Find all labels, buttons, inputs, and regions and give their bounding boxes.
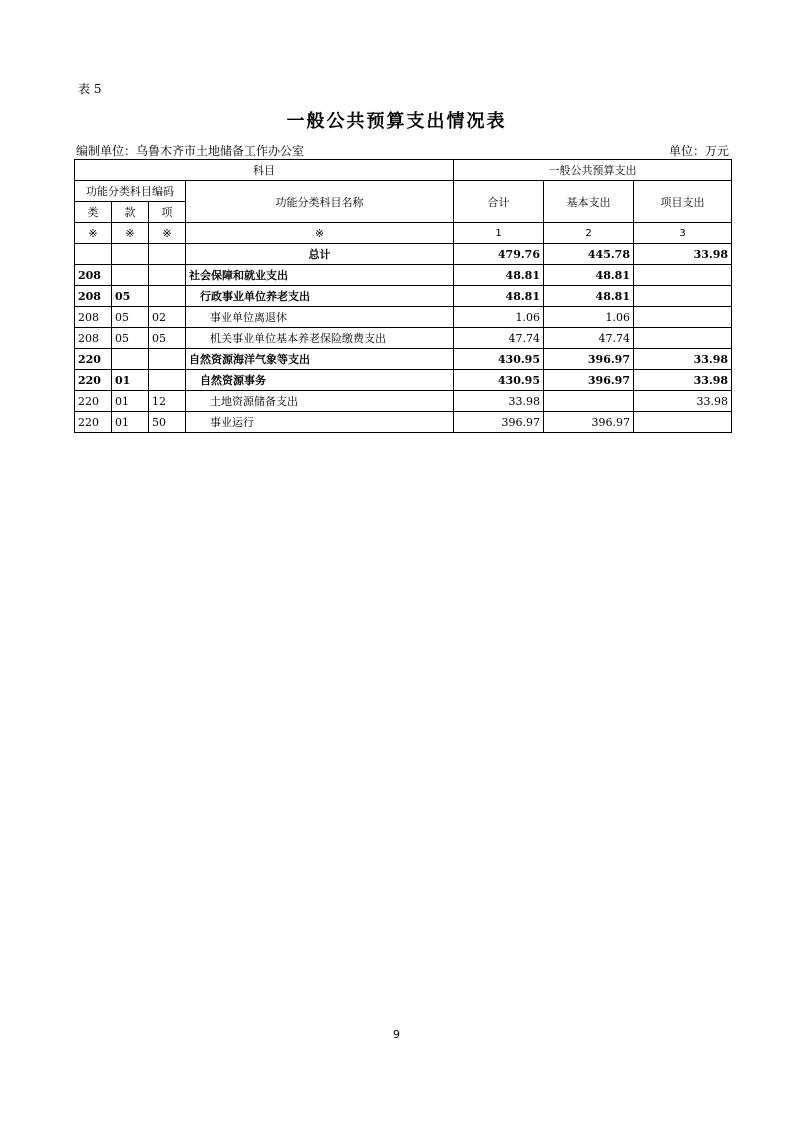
cell-name: 总计: [186, 244, 454, 265]
cell-name: 事业单位离退休: [186, 307, 454, 328]
page-title: 一般公共预算支出情况表: [286, 111, 507, 132]
cell-project: 33.98: [634, 349, 732, 370]
cell-total: 479.76: [454, 244, 544, 265]
cell-lei: 220: [75, 349, 112, 370]
cell-xiang: 02: [149, 307, 186, 328]
cell-lei: 208: [75, 265, 112, 286]
cell-lei: [75, 244, 112, 265]
cell-name: 自然资源事务: [186, 370, 454, 391]
cell-lei: 220: [75, 391, 112, 412]
cell-kuan: 05: [112, 286, 149, 307]
lei-header: 类: [75, 202, 112, 223]
table-number-label: 表 5: [78, 82, 102, 96]
cell-basic: 396.97: [544, 370, 634, 391]
mark-xiang: ※: [149, 223, 186, 244]
cell-name: 自然资源海洋气象等支出: [186, 349, 454, 370]
subject-header: 科目: [75, 160, 454, 181]
cell-name: 行政事业单位养老支出: [186, 286, 454, 307]
col-index-1: 1: [454, 223, 544, 244]
project-header: 项目支出: [634, 181, 732, 223]
table-row: [75, 328, 732, 349]
cell-kuan: 05: [112, 328, 149, 349]
cell-total: 33.98: [454, 391, 544, 412]
cell-basic: 48.81: [544, 265, 634, 286]
cell-xiang: [149, 286, 186, 307]
cell-total: 47.74: [454, 328, 544, 349]
table-row: [75, 370, 732, 391]
table-row: [75, 412, 732, 433]
kuan-header: 款: [112, 202, 149, 223]
cell-project: 33.98: [634, 244, 732, 265]
cell-xiang: 05: [149, 328, 186, 349]
cell-total: 48.81: [454, 286, 544, 307]
cell-project: 33.98: [634, 370, 732, 391]
table-row: [75, 391, 732, 412]
cell-xiang: [149, 244, 186, 265]
col-index-2: 2: [544, 223, 634, 244]
cell-name: 土地资源储备支出: [186, 391, 454, 412]
cell-xiang: [149, 349, 186, 370]
basic-header: 基本支出: [544, 181, 634, 223]
cell-basic: 396.97: [544, 349, 634, 370]
cell-xiang: [149, 265, 186, 286]
cell-name: 社会保障和就业支出: [186, 265, 454, 286]
budget-table: [74, 159, 732, 433]
cell-basic: 1.06: [544, 307, 634, 328]
cell-basic: [544, 391, 634, 412]
cell-xiang: [149, 370, 186, 391]
xiang-header: 项: [149, 202, 186, 223]
cell-project: [634, 265, 732, 286]
table-row: [75, 307, 732, 328]
cell-kuan: 01: [112, 370, 149, 391]
cell-lei: 220: [75, 412, 112, 433]
table-row: [75, 244, 732, 265]
cell-total: 430.95: [454, 349, 544, 370]
table-row: [75, 349, 732, 370]
cell-total: 1.06: [454, 307, 544, 328]
cell-project: [634, 307, 732, 328]
cell-xiang: 12: [149, 391, 186, 412]
organization-label: 编制单位：乌鲁木齐市土地储备工作办公室: [76, 144, 305, 158]
cell-lei: 220: [75, 370, 112, 391]
name-header: 功能分类科目名称: [186, 181, 454, 223]
cell-basic: 445.78: [544, 244, 634, 265]
table-row: [75, 265, 732, 286]
budget-header: 一般公共预算支出: [454, 160, 732, 181]
cell-basic: 47.74: [544, 328, 634, 349]
cell-kuan: 01: [112, 412, 149, 433]
cell-kuan: [112, 265, 149, 286]
mark-lei: ※: [75, 223, 112, 244]
table-row: [75, 286, 732, 307]
cell-kuan: 01: [112, 391, 149, 412]
cell-kuan: 05: [112, 307, 149, 328]
cell-total: 48.81: [454, 265, 544, 286]
cell-name: 机关事业单位基本养老保险缴费支出: [186, 328, 454, 349]
col-index-3: 3: [634, 223, 732, 244]
cell-xiang: 50: [149, 412, 186, 433]
cell-project: [634, 328, 732, 349]
cell-total: 396.97: [454, 412, 544, 433]
page-number: 9: [393, 1028, 400, 1041]
unit-label: 单位：万元: [668, 144, 729, 158]
cell-basic: 48.81: [544, 286, 634, 307]
mark-kuan: ※: [112, 223, 149, 244]
cell-name: 事业运行: [186, 412, 454, 433]
cell-total: 430.95: [454, 370, 544, 391]
cell-kuan: [112, 349, 149, 370]
cell-lei: 208: [75, 328, 112, 349]
mark-name: ※: [186, 223, 454, 244]
cell-lei: 208: [75, 307, 112, 328]
cell-kuan: [112, 244, 149, 265]
cell-project: [634, 286, 732, 307]
cell-lei: 208: [75, 286, 112, 307]
code-header: 功能分类科目编码: [75, 181, 186, 202]
cell-basic: 396.97: [544, 412, 634, 433]
cell-project: [634, 412, 732, 433]
total-header: 合计: [454, 181, 544, 223]
cell-project: 33.98: [634, 391, 732, 412]
